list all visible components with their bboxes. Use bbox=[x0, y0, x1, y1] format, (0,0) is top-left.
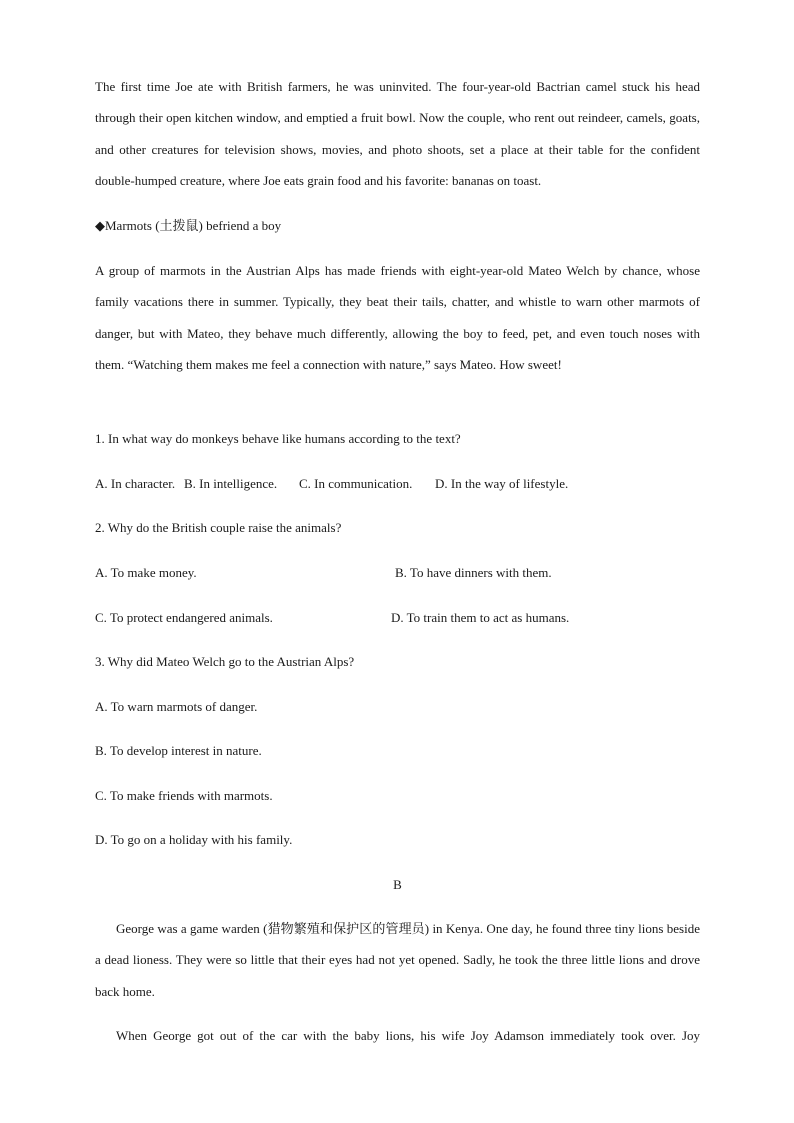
question-2-stem: 2. Why do the British couple raise the animals? bbox=[95, 520, 342, 535]
marmots-heading: ◆Marmots (土拨鼠) befriend a boy bbox=[95, 218, 282, 233]
question-1-options bbox=[95, 474, 700, 494]
paragraph-george-warden: George was a game warden (猎物繁殖和保护区的管理员) in Kenya. One day, he found three tiny lions beside a dead lioness. They were so little that their eyes had not yet opened. Sadly, he took the three little lions and drove back home. bbox=[95, 921, 700, 999]
section-b-label: B bbox=[393, 877, 402, 892]
q3-option-b: B. To develop interest in nature. bbox=[95, 743, 262, 758]
question-1-stem: 1. In what way do monkeys behave like humans according to the text? bbox=[95, 431, 461, 446]
question-3-stem: 3. Why did Mateo Welch go to the Austrian Alps? bbox=[95, 654, 355, 669]
q3-option-a: A. To warn marmots of danger. bbox=[95, 699, 258, 714]
q2-option-d: D. To train them to act as humans. bbox=[391, 610, 570, 625]
q2-option-b: B. To have dinners with them. bbox=[395, 565, 552, 580]
question-2-options-row1 bbox=[95, 563, 700, 583]
q2-option-a: A. To make money. bbox=[95, 565, 197, 580]
q3-option-d: D. To go on a holiday with his family. bbox=[95, 832, 293, 847]
paragraph-marmots: A group of marmots in the Austrian Alps has made friends with eight-year-old Mateo Welch by chance, whose family vacations there in summer. Typically, they beat their tails, chatter, and whistle to warn other marmots of danger, but with Mateo, they behave much differently, allowing the boy to feed, pet, and even touch noses with them. “Watching them makes me feel a connection with nature,” says Mateo. How sweet! bbox=[95, 263, 700, 372]
paragraph-george-joy: When George got out of the car with the baby lions, his wife Joy Adamson immediately took over. Joy bbox=[116, 1028, 700, 1043]
q1-option-c: C. In communication. bbox=[299, 476, 413, 491]
q2-option-c: C. To protect endangered animals. bbox=[95, 610, 273, 625]
q1-option-a: A. In character. bbox=[95, 476, 176, 491]
q1-option-d: D. In the way of lifestyle. bbox=[435, 476, 569, 491]
q3-option-c: C. To make friends with marmots. bbox=[95, 788, 273, 803]
q1-option-b: B. In intelligence. bbox=[184, 476, 278, 491]
paragraph-joe-camel: The first time Joe ate with British farmers, he was uninvited. The four-year-old Bactrian camel stuck his head through their open kitchen window, and emptied a fruit bowl. Now the couple, who rent out reindeer, camels, goats, and other creatures for television shows, movies, and photo shoots, set a place at their table for the confident double-humped creature, where Joe eats grain food and his favorite: bananas on toast. bbox=[95, 79, 700, 188]
question-2-options-row2 bbox=[95, 608, 700, 628]
